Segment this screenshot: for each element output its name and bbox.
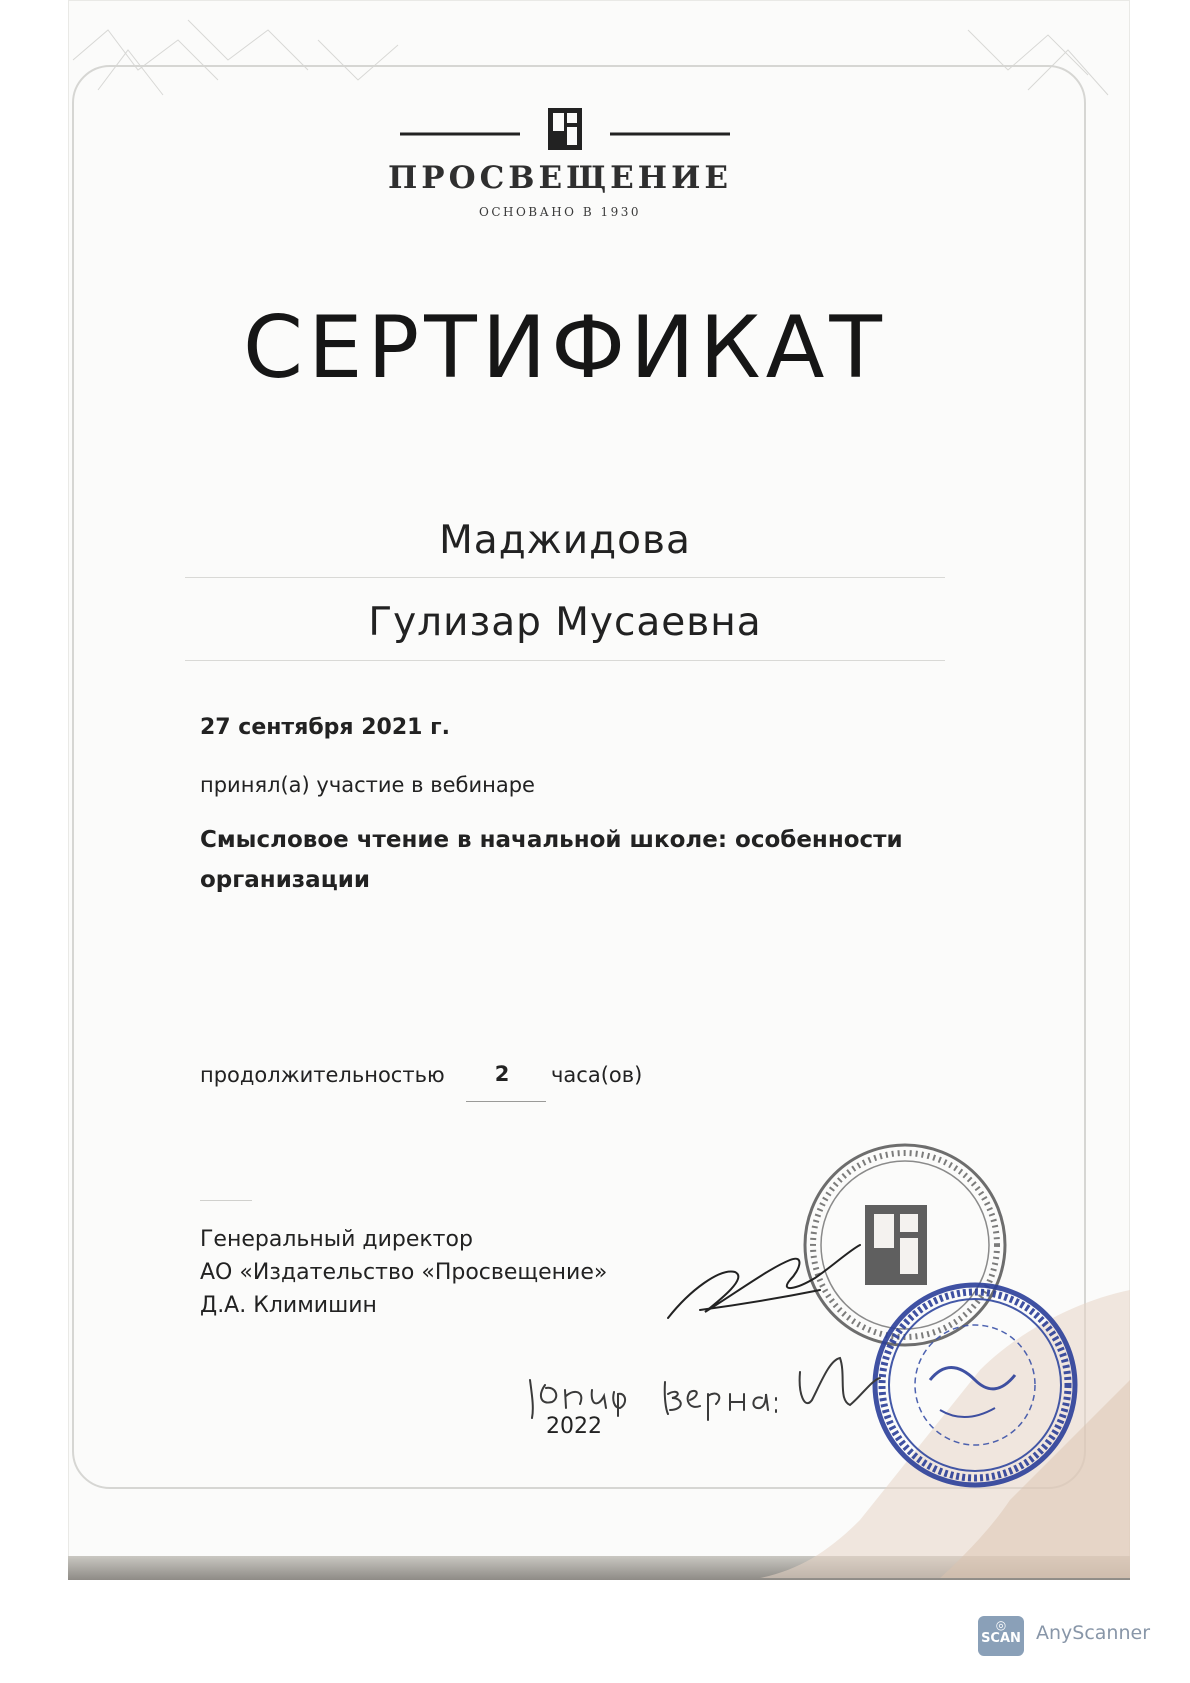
certification-year: 2022 — [546, 1414, 602, 1439]
duration-unit: часа(ов) — [551, 1063, 643, 1087]
webinar-title: Смысловое чтение в начальной школе: особенности организации — [200, 827, 903, 893]
scanner-badge — [978, 1616, 1024, 1656]
scanner-app-name: AnyScanner — [1036, 1622, 1151, 1644]
scanner-badge-label: SCAN — [981, 1631, 1021, 1646]
certificate-title: СЕРТИФИКАТ — [243, 298, 887, 398]
duration-underline — [466, 1101, 546, 1102]
duration-label: продолжительностью — [200, 1063, 445, 1087]
participation-text: принял(а) участие в вебинаре — [200, 773, 535, 797]
publisher-tagline: ОСНОВАНО В 1930 — [478, 205, 642, 219]
recipient-surname: Маджидова — [439, 518, 691, 563]
given-names-underline — [185, 660, 945, 661]
recipient-given-names: Гулизар Мусаевна — [368, 600, 762, 645]
camera-icon: ◎ — [995, 1618, 1007, 1632]
paper-bottom-shadow — [68, 1556, 1130, 1580]
signatory-position: Генеральный директор — [200, 1227, 473, 1252]
event-date: 27 сентября 2021 г. — [200, 715, 450, 740]
signatory-organization: АО «Издательство «Просвещение» — [200, 1260, 608, 1285]
signatory-name: Д.А. Климишин — [200, 1293, 377, 1318]
surname-underline — [185, 577, 945, 578]
signature-divider — [200, 1200, 252, 1201]
duration-value: 2 — [494, 1062, 510, 1086]
publisher-name: ПРОСВЕЩЕНИЕ — [387, 160, 732, 196]
